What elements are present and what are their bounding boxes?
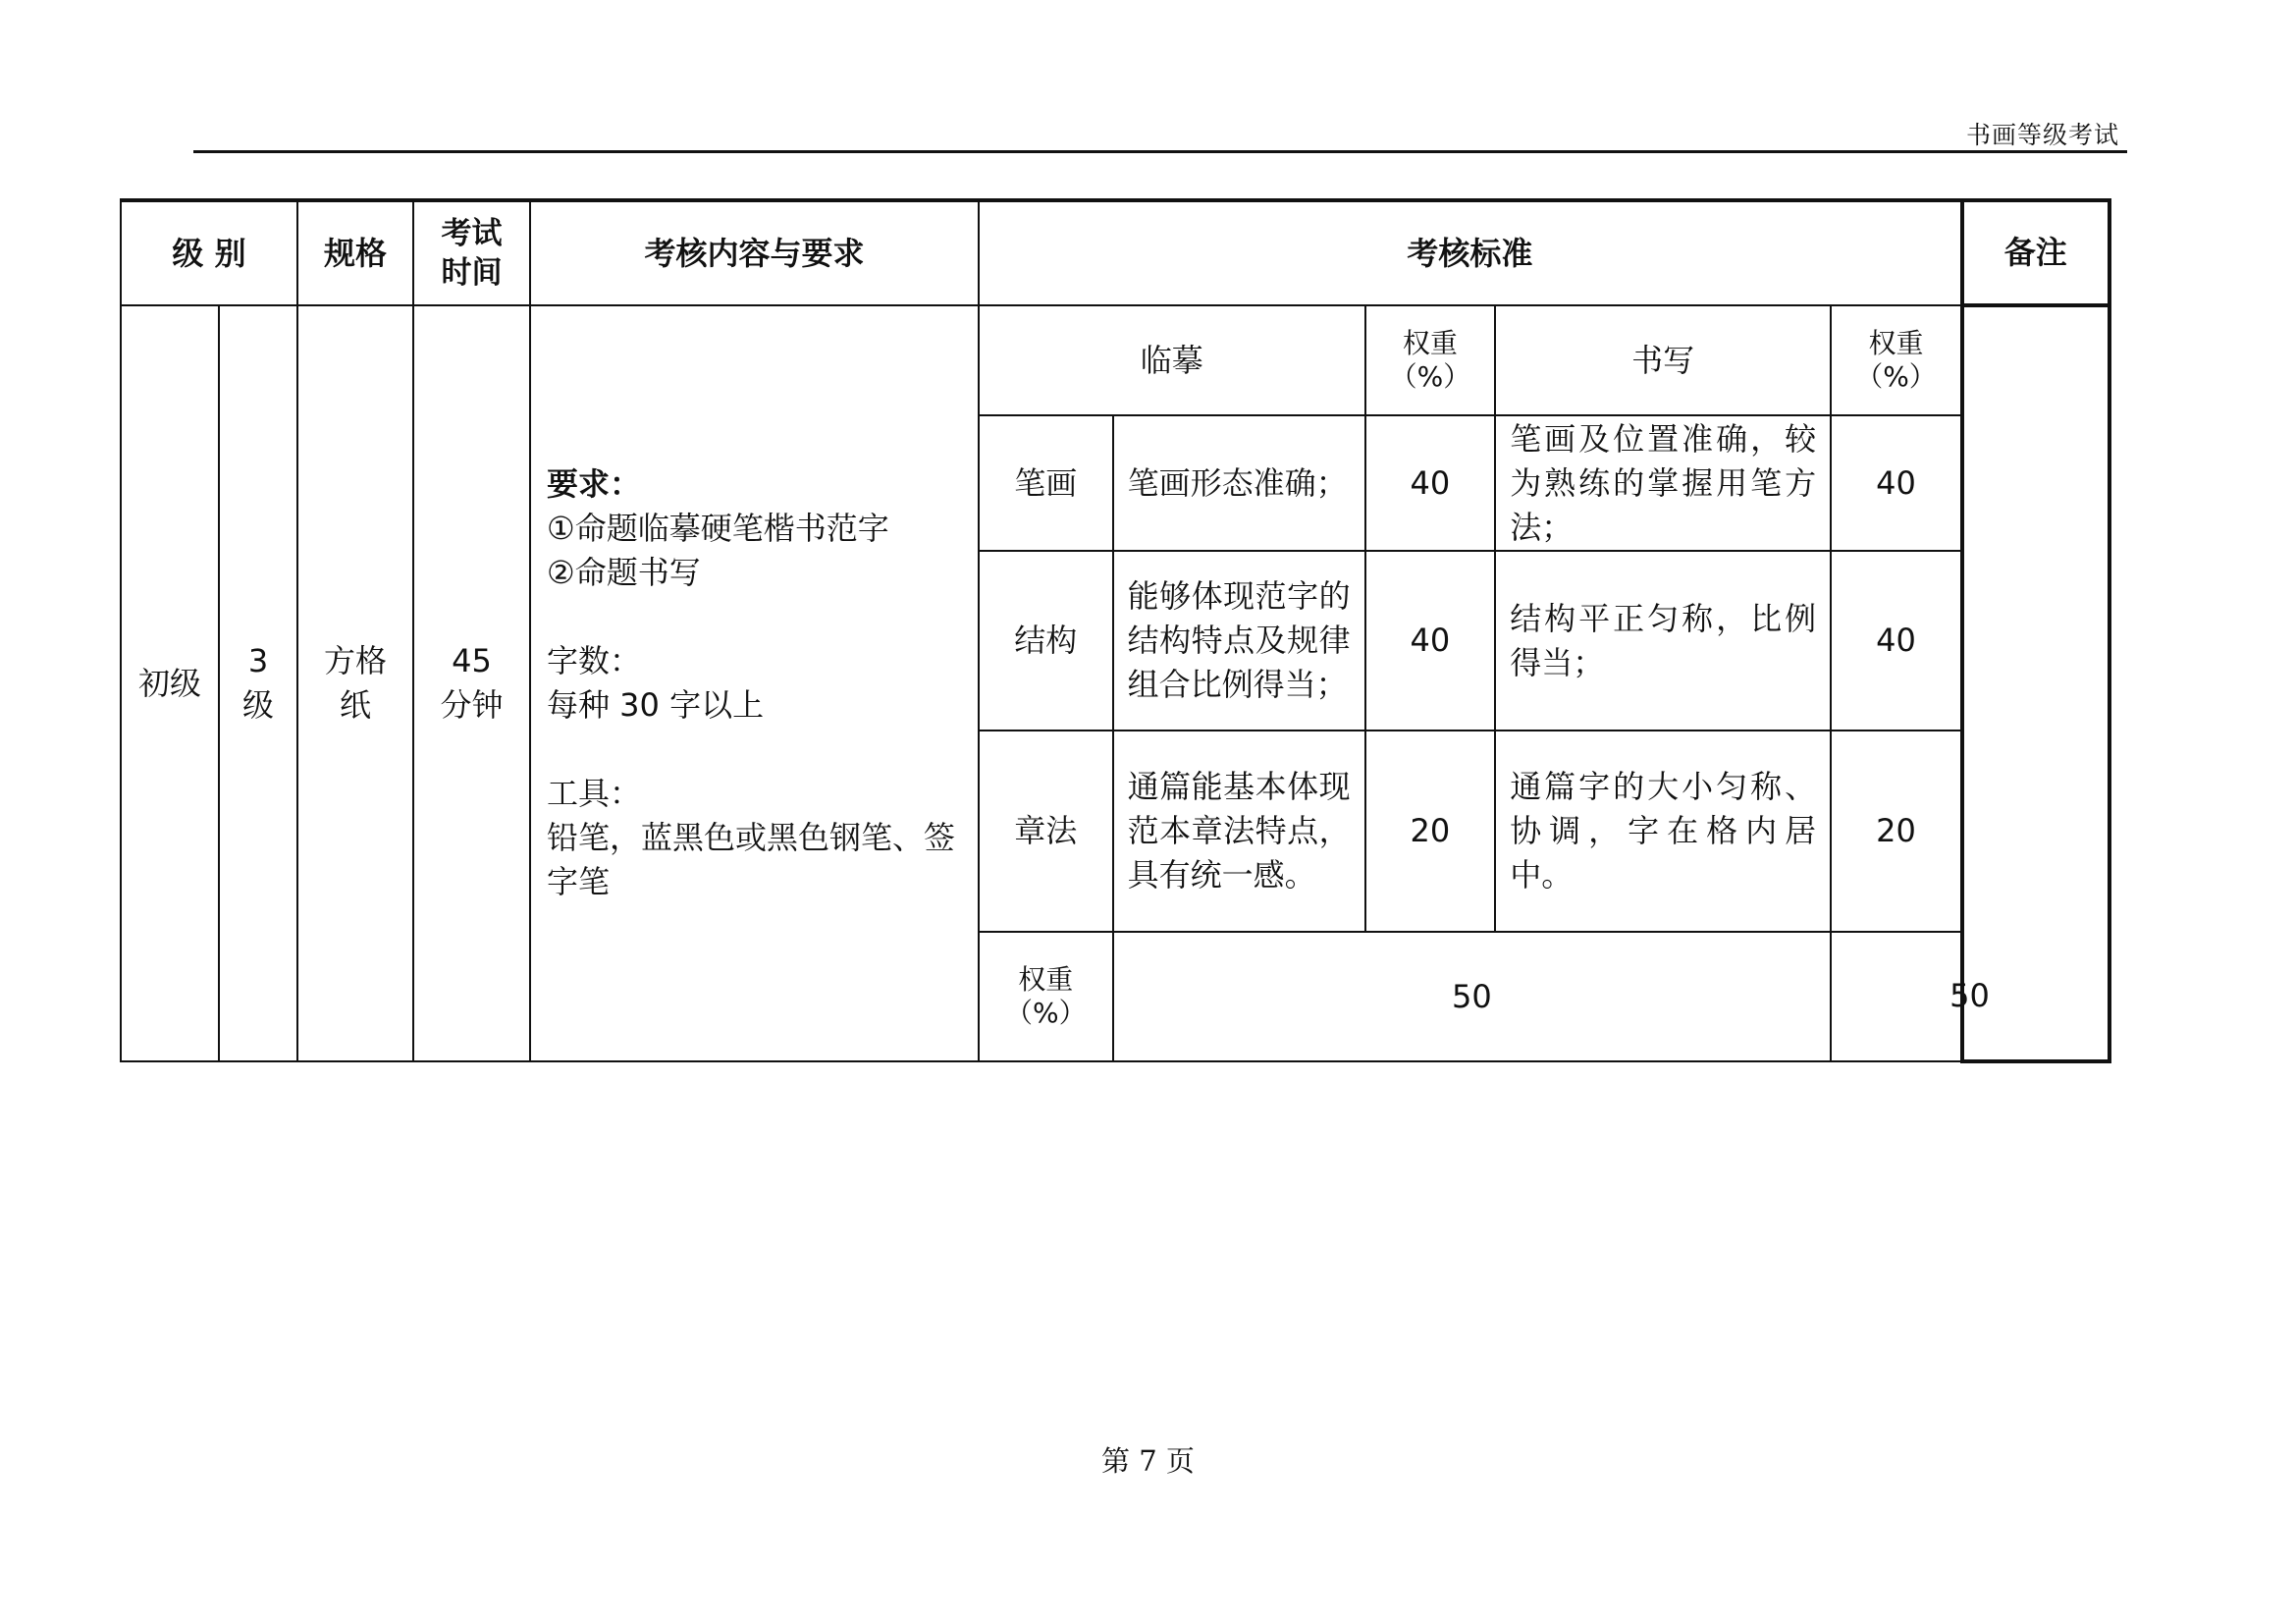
total-write-weight: 50 bbox=[1831, 932, 2109, 1061]
header-title: 书画等级考试 bbox=[1965, 121, 2119, 149]
copy-weight-value: 40 bbox=[1365, 415, 1496, 551]
criterion-cell: 结构 bbox=[979, 551, 1113, 731]
col-header-level: 级 别 bbox=[121, 200, 297, 305]
col-header-content: 考核内容与要求 bbox=[530, 200, 979, 305]
copy-criterion-text: 通篇能基本体现范本章法特点，具有统一感。 bbox=[1113, 731, 1365, 932]
total-copy-weight: 50 bbox=[1113, 932, 1832, 1061]
tools-value: 铅笔，蓝黑色或黑色钢笔、签字笔 bbox=[547, 819, 956, 900]
write-weight-value: 20 bbox=[1831, 731, 1962, 932]
write-weight-value: 40 bbox=[1831, 415, 1962, 551]
col-header-standard: 考核标准 bbox=[979, 200, 1962, 305]
tools-title: 工具： bbox=[547, 775, 642, 812]
page-number: 第 7 页 bbox=[1101, 1444, 1195, 1478]
time-cell: 45分钟 bbox=[413, 305, 530, 1061]
header-rule bbox=[193, 150, 2127, 153]
copy-weight-header: 权重（%） bbox=[1365, 305, 1496, 415]
standard-subheader-row bbox=[121, 305, 2109, 415]
criterion-cell: 章法 bbox=[979, 731, 1113, 932]
criterion-cell: 笔画 bbox=[979, 415, 1113, 551]
level-cell: 3级 bbox=[219, 305, 297, 1061]
copy-criterion-text: 能够体现范字的结构特点及规律组合比例得当； bbox=[1113, 551, 1365, 731]
req-item-2: ②命题书写 bbox=[547, 554, 701, 591]
col-header-time: 考试时间 bbox=[413, 200, 530, 305]
copy-weight-value: 20 bbox=[1365, 731, 1496, 932]
write-weight-value: 40 bbox=[1831, 551, 1962, 731]
copy-header: 临摹 bbox=[979, 305, 1365, 415]
exam-standard-table bbox=[120, 198, 2111, 1063]
spec-cell: 方格纸 bbox=[297, 305, 413, 1061]
content-cell bbox=[530, 305, 979, 1061]
count-value: 每种 30 字以上 bbox=[547, 686, 765, 724]
col-header-remark: 备注 bbox=[1962, 200, 2109, 305]
req-item-1: ①命题临摹硬笔楷书范字 bbox=[547, 510, 889, 547]
col-header-spec: 规格 bbox=[297, 200, 413, 305]
write-header: 书写 bbox=[1495, 305, 1831, 415]
level-group-cell: 初级 bbox=[121, 305, 219, 1061]
count-title: 字数： bbox=[547, 642, 642, 679]
header-row bbox=[121, 200, 2109, 305]
req-title: 要求： bbox=[547, 465, 642, 503]
write-weight-header: 权重（%） bbox=[1831, 305, 1962, 415]
write-criterion-text: 笔画及位置准确，较为熟练的掌握用笔方法； bbox=[1495, 415, 1831, 551]
copy-weight-value: 40 bbox=[1365, 551, 1496, 731]
write-criterion-text: 结构平正匀称，比例得当； bbox=[1495, 551, 1831, 731]
total-weight-label: 权重（%） bbox=[979, 932, 1113, 1061]
copy-criterion-text: 笔画形态准确； bbox=[1113, 415, 1365, 551]
write-criterion-text: 通篇字的大小匀称、协调，字在格内居中。 bbox=[1495, 731, 1831, 932]
exam-table-container bbox=[120, 198, 2111, 1063]
